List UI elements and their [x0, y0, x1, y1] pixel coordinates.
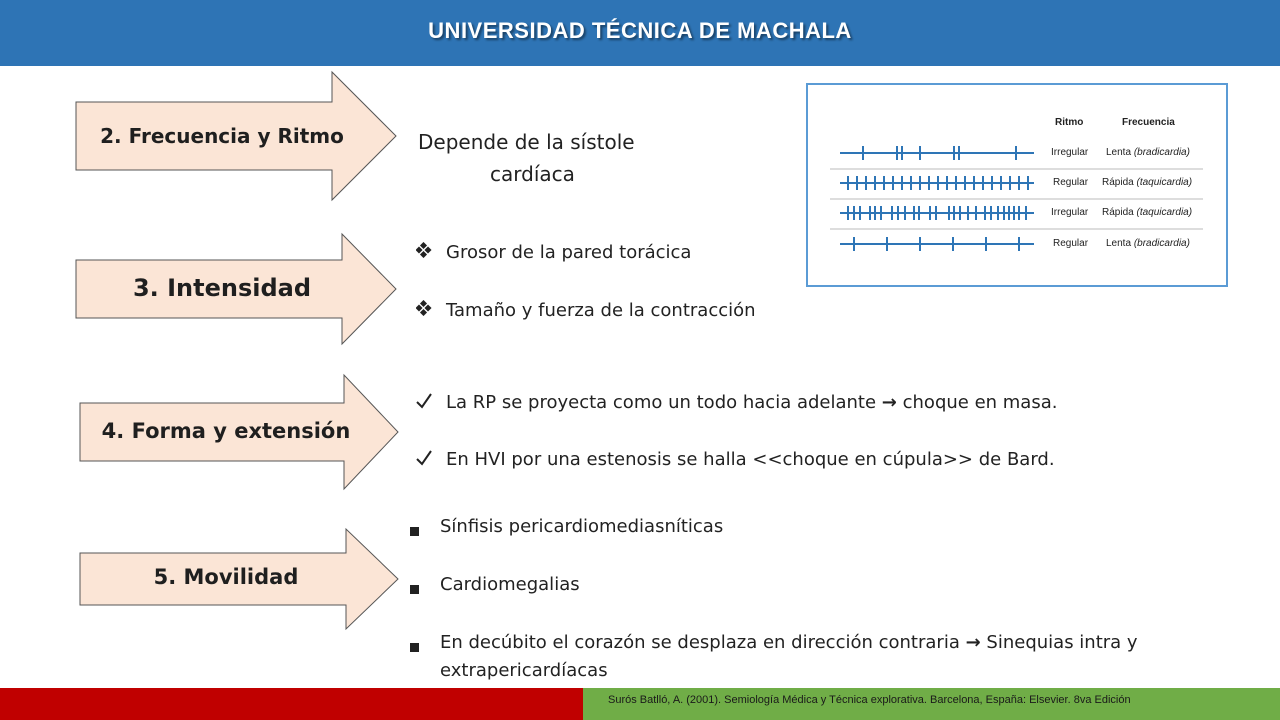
- movilidad-item-text: [440, 632, 1138, 653]
- diagram-frecuencia-cell: [1106, 147, 1190, 158]
- square-bullet-icon: [410, 578, 419, 599]
- diagram-header-frecuencia: Frecuencia: [1122, 117, 1175, 128]
- arrow-forma-extension: [78, 373, 400, 491]
- university-title: UNIVERSIDAD TÉCNICA DE MACHALA: [428, 18, 852, 43]
- label-intensidad: 3. Intensidad: [132, 274, 312, 302]
- movilidad-item-text: Cardiomegalias: [440, 574, 580, 595]
- rhythm-diagram: [806, 83, 1228, 287]
- frecuencia-note: (taquicardia): [1136, 207, 1193, 218]
- frecuencia-line-2: cardíaca: [490, 162, 575, 186]
- diamond-bullet-icon: [416, 242, 432, 263]
- frecuencia-value: Lenta: [1106, 147, 1132, 158]
- header-bar: [0, 0, 1280, 66]
- check-icon: [416, 449, 432, 472]
- right-arrow-icon: →: [965, 632, 981, 653]
- diagram-ritmo-cell: Regular: [1053, 177, 1089, 188]
- forma-item-text: En HVI por una estenosis se halla <<choque en cúpula>> de Bard.: [446, 449, 1055, 470]
- square-bullet-icon: [410, 636, 419, 657]
- label-frecuencia-ritmo: 2. Frecuencia y Ritmo: [100, 124, 344, 148]
- diagram-frecuencia-cell: [1102, 177, 1192, 188]
- diagram-header-ritmo: Ritmo: [1055, 117, 1084, 128]
- forma-item-text: [446, 392, 1057, 413]
- forma-item-text-after: choque en masa.: [902, 392, 1058, 413]
- movilidad-item-text-before: En decúbito el corazón se desplaza en dirección contraria: [440, 632, 960, 653]
- arrow-intensidad: [74, 232, 398, 346]
- label-movilidad: 5. Movilidad: [153, 565, 299, 589]
- diagram-frecuencia-cell: [1102, 207, 1192, 218]
- frecuencia-value: Rápida: [1102, 207, 1134, 218]
- label-forma-extension: 4. Forma y extensión: [101, 419, 351, 443]
- intensidad-item-text: Tamaño y fuerza de la contracción: [446, 300, 756, 321]
- frecuencia-note: (bradicardia): [1133, 147, 1190, 158]
- arrow-movilidad: [78, 527, 400, 631]
- square-bullet-icon: [410, 520, 419, 541]
- diamond-bullet-icon: [416, 300, 432, 321]
- frecuencia-note: (taquicardia): [1136, 177, 1193, 188]
- frecuencia-value: Lenta: [1106, 238, 1132, 249]
- intensidad-item-text: Grosor de la pared torácica: [446, 242, 692, 263]
- forma-item-text-before: La RP se proyecta como un todo hacia adelante: [446, 392, 877, 413]
- movilidad-item-text-after: Sinequias intra y: [986, 632, 1138, 653]
- movilidad-item-text-line2: extrapericardíacas: [440, 660, 608, 681]
- right-arrow-icon: →: [881, 392, 897, 413]
- arrow-frecuencia-ritmo: [74, 70, 398, 202]
- movilidad-item-text: Sínfisis pericardiomediasníticas: [440, 516, 724, 537]
- footer-citation: Surós Batlló, A. (2001). Semiología Médica y Técnica explorativa. Barcelona, España: Elsevier. 8va Edición: [608, 694, 1131, 706]
- footer-red-band: [0, 688, 583, 720]
- frecuencia-line-1: Depende de la sístole: [418, 130, 635, 154]
- frecuencia-note: (bradicardia): [1133, 238, 1190, 249]
- frecuencia-value: Rápida: [1102, 177, 1134, 188]
- diagram-ritmo-cell: Irregular: [1051, 147, 1089, 158]
- diagram-frecuencia-cell: [1106, 238, 1190, 249]
- check-icon: [416, 392, 432, 415]
- diagram-ritmo-cell: Regular: [1053, 238, 1089, 249]
- diagram-ritmo-cell: Irregular: [1051, 207, 1089, 218]
